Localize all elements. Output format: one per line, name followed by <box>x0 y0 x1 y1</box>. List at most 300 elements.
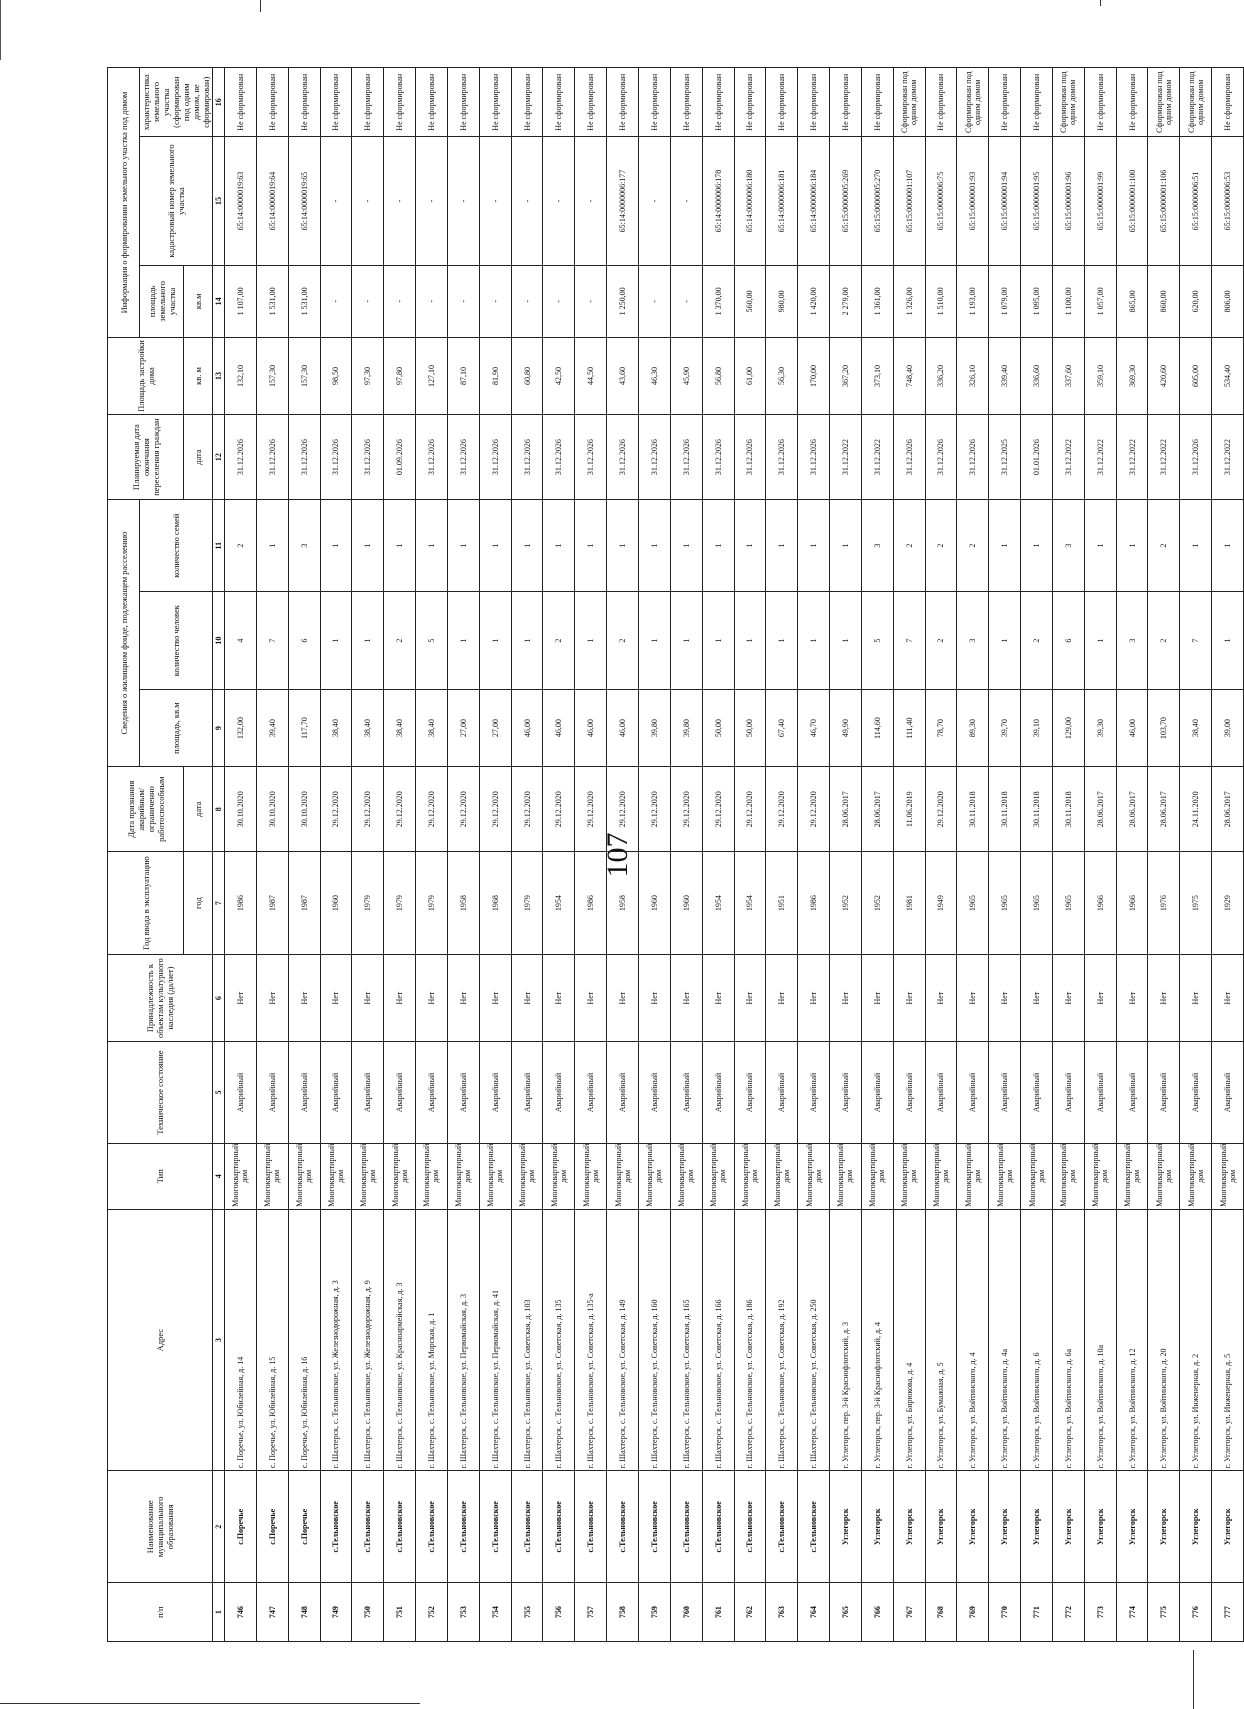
cell-land-area: - <box>575 265 607 338</box>
cell-cadastral: 65:15:0000001:99 <box>1084 137 1116 265</box>
cell-land-area: 1 250,00 <box>607 265 639 338</box>
cell-type: Многоквартирный дом <box>607 1143 639 1209</box>
table-row <box>1021 68 1053 1642</box>
cell-land-area: - <box>416 265 448 338</box>
cell-municipality: с.Тельновское <box>511 1471 543 1583</box>
cell-tech-state: Аварийный <box>957 1042 989 1143</box>
column-number: 16 <box>213 68 225 138</box>
cell-date: 28.06.2017 <box>830 767 862 852</box>
cell-families: 1 <box>352 500 384 592</box>
cell-row-number: 762 <box>734 1583 766 1642</box>
cell-year: 1954 <box>702 852 734 954</box>
header-year: год <box>184 852 213 954</box>
cell-date: 29.12.2020 <box>447 767 479 852</box>
cell-character: Не сформирован <box>638 68 670 138</box>
cell-character: Не сформирован <box>225 68 257 138</box>
cell-municipality: Углегорск <box>957 1471 989 1583</box>
cell-tech-state: Аварийный <box>1180 1042 1212 1143</box>
table-row <box>416 68 448 1642</box>
cell-culture: Нет <box>957 954 989 1042</box>
cell-municipality: Углегорск <box>1180 1471 1212 1583</box>
cell-land-area: - <box>543 265 575 338</box>
cell-address: г. Шахтерск, с. Тельновское, ул. Советская, д. 192 <box>766 1209 798 1470</box>
cell-people: 1 <box>575 592 607 690</box>
cell-address: с. Поречье, ул. Юбилейная, д. 15 <box>256 1209 288 1470</box>
cell-year: 1966 <box>1084 852 1116 954</box>
page-number: 107 <box>601 832 634 878</box>
cell-type: Многоквартирный дом <box>225 1143 257 1209</box>
column-number: 10 <box>213 592 225 690</box>
header-n: п/п <box>108 1583 213 1642</box>
cell-people: 5 <box>861 592 893 690</box>
column-number: 5 <box>213 1042 225 1143</box>
header-date-group: Дата признания аварийным/ограниченно работоспособным <box>108 767 184 852</box>
cell-plan-date: 31.12.2026 <box>511 414 543 499</box>
cell-address: с. Поречье, ул. Юбилейная, д. 16 <box>288 1209 320 1470</box>
cell-tech-state: Аварийный <box>1084 1042 1116 1143</box>
cell-land-area: 2 279,00 <box>830 265 862 338</box>
resettlement-table <box>107 67 1244 1642</box>
cell-character: Не сформирован <box>511 68 543 138</box>
cell-type: Многоквартирный дом <box>1116 1143 1148 1209</box>
cell-cadastral: - <box>352 137 384 265</box>
cell-tech-state: Аварийный <box>1148 1042 1180 1143</box>
cell-address: г. Шахтерск, с. Тельновское, ул. Железнодорожная, д. 9 <box>352 1209 384 1470</box>
cell-culture: Нет <box>1052 954 1084 1042</box>
cell-character: Сформирован под одним домом <box>1148 68 1180 138</box>
cell-year: 1949 <box>925 852 957 954</box>
cell-tech-state: Аварийный <box>256 1042 288 1143</box>
cell-cadastral: 65:15:0000006:75 <box>925 137 957 265</box>
cell-area: 129,00 <box>1052 690 1084 767</box>
cell-tech-state: Аварийный <box>670 1042 702 1143</box>
cell-families: 1 <box>543 500 575 592</box>
cell-land-area: 1 193,00 <box>957 265 989 338</box>
table-row <box>607 68 639 1642</box>
cell-municipality: с.Поречье <box>225 1471 257 1583</box>
cell-type: Многоквартирный дом <box>256 1143 288 1209</box>
cell-row-number: 761 <box>702 1583 734 1642</box>
cell-row-number: 765 <box>830 1583 862 1642</box>
cell-year: 1929 <box>1212 852 1244 954</box>
cell-date: 28.06.2017 <box>1148 767 1180 852</box>
cell-plan-date: 31.12.2025 <box>989 414 1021 499</box>
cell-address: г. Шахтерск, с. Тельновское, ул. Советская, д. 149 <box>607 1209 639 1470</box>
cell-character: Не сформирован <box>575 68 607 138</box>
cell-area: 39,10 <box>1021 690 1053 767</box>
cell-character: Не сформирован <box>670 68 702 138</box>
cell-plan-date: 01.01.2026 <box>1021 414 1053 499</box>
header-families: количество семей <box>140 500 213 592</box>
cell-area: 67,40 <box>766 690 798 767</box>
cell-culture: Нет <box>575 954 607 1042</box>
cell-families: 1 <box>256 500 288 592</box>
header-housing-group: Сведения о жилищном фонде, подлежащем расселению <box>108 500 140 767</box>
cell-area: 38,40 <box>384 690 416 767</box>
cell-people: 1 <box>320 592 352 690</box>
column-number: 15 <box>213 137 225 265</box>
cell-families: 1 <box>575 500 607 592</box>
cell-land-area: 1 057,00 <box>1084 265 1116 338</box>
cell-character: Не сформирован <box>925 68 957 138</box>
cell-build-area: 45,90 <box>670 338 702 415</box>
cell-row-number: 751 <box>384 1583 416 1642</box>
cell-tech-state: Аварийный <box>766 1042 798 1143</box>
cell-date: 30.11.2018 <box>989 767 1021 852</box>
cell-character: Не сформирован <box>702 68 734 138</box>
cell-plan-date: 31.12.2026 <box>479 414 511 499</box>
cell-row-number: 767 <box>893 1583 925 1642</box>
table-row <box>893 68 925 1642</box>
cell-cadastral: 65:14:0000019:64 <box>256 137 288 265</box>
cell-land-area: 620,00 <box>1180 265 1212 338</box>
cell-plan-date: 31.12.2026 <box>607 414 639 499</box>
cell-people: 2 <box>1148 592 1180 690</box>
cell-land-area: 1 326,00 <box>893 265 925 338</box>
cell-area: 46,70 <box>798 690 830 767</box>
header-type: Тип <box>108 1143 213 1209</box>
header-character: характеристика земельного участка (сформирован под одним домом, не сформирован) <box>140 68 213 138</box>
cell-families: 2 <box>925 500 957 592</box>
cell-row-number: 760 <box>670 1583 702 1642</box>
cell-people: 1 <box>479 592 511 690</box>
cell-municipality: Углегорск <box>1212 1471 1244 1583</box>
cell-build-area: 326,10 <box>957 338 989 415</box>
cell-plan-date: 31.12.2026 <box>256 414 288 499</box>
cell-families: 3 <box>288 500 320 592</box>
scan-bottom-line <box>0 1703 420 1704</box>
cell-year: 1960 <box>670 852 702 954</box>
cell-character: Не сформирован <box>447 68 479 138</box>
cell-address: г. Углегорск, ул. Бумажная, д. 5 <box>925 1209 957 1470</box>
cell-land-area: - <box>638 265 670 338</box>
cell-row-number: 753 <box>447 1583 479 1642</box>
cell-year: 1966 <box>1116 852 1148 954</box>
cell-address: г. Углегорск, ул. Войтинского, д. 20 <box>1148 1209 1180 1470</box>
cell-cadastral: 65:15:0000001:96 <box>1052 137 1084 265</box>
cell-character: Не сформирован <box>384 68 416 138</box>
cell-tech-state: Аварийный <box>447 1042 479 1143</box>
table-row <box>1116 68 1148 1642</box>
cell-area: 39,80 <box>670 690 702 767</box>
cell-address: г. Углегорск, ул. Войтинского, д. 6а <box>1052 1209 1084 1470</box>
table-row <box>256 68 288 1642</box>
cell-address: г. Шахтерск, с. Тельновское, ул. Советская, д. 160 <box>638 1209 670 1470</box>
cell-area: 50,00 <box>702 690 734 767</box>
header-build-area: кв. м <box>184 338 213 415</box>
cell-area: 39,70 <box>989 690 1021 767</box>
cell-municipality: с.Тельновское <box>384 1471 416 1583</box>
cell-cadastral: 65:15:0000006:53 <box>1212 137 1244 265</box>
cell-year: 1965 <box>1052 852 1084 954</box>
cell-people: 1 <box>734 592 766 690</box>
cell-year: 1952 <box>861 852 893 954</box>
table-row <box>1212 68 1244 1642</box>
column-number: 11 <box>213 500 225 592</box>
column-number: 12 <box>213 414 225 499</box>
cell-row-number: 769 <box>957 1583 989 1642</box>
cell-municipality: с.Тельновское <box>479 1471 511 1583</box>
cell-land-area: 1 095,00 <box>1021 265 1053 338</box>
cell-plan-date: 31.12.2026 <box>734 414 766 499</box>
scan-edge-line <box>1193 1650 1194 1709</box>
cell-date: 29.12.2020 <box>925 767 957 852</box>
cell-tech-state: Аварийный <box>925 1042 957 1143</box>
column-number: 14 <box>213 265 225 338</box>
cell-build-area: 43,60 <box>607 338 639 415</box>
cell-land-area: - <box>447 265 479 338</box>
table-row <box>575 68 607 1642</box>
cell-plan-date: 31.12.2026 <box>575 414 607 499</box>
cell-municipality: с.Поречье <box>256 1471 288 1583</box>
cell-land-area: 1 079,00 <box>989 265 1021 338</box>
cell-type: Многоквартирный дом <box>702 1143 734 1209</box>
header-plan-date: дата <box>184 414 213 499</box>
cell-area: 46,00 <box>575 690 607 767</box>
cell-date: 29.12.2020 <box>479 767 511 852</box>
cell-land-area: - <box>511 265 543 338</box>
column-number: 6 <box>213 954 225 1042</box>
cell-row-number: 748 <box>288 1583 320 1642</box>
cell-type: Многоквартирный дом <box>989 1143 1021 1209</box>
header-plan-group: Планируемая дата окончания переселения граждан <box>108 414 184 499</box>
cell-type: Многоквартирный дом <box>1021 1143 1053 1209</box>
cell-land-area: 806,00 <box>1212 265 1244 338</box>
header-culture: Принадлежность к объектам культурного наследия (да/нет) <box>108 954 213 1042</box>
cell-municipality: Углегорск <box>1116 1471 1148 1583</box>
cell-land-area: - <box>320 265 352 338</box>
cell-cadastral: 65:14:0000019:65 <box>288 137 320 265</box>
cell-row-number: 746 <box>225 1583 257 1642</box>
cell-type: Многоквартирный дом <box>830 1143 862 1209</box>
cell-plan-date: 31.12.2022 <box>1052 414 1084 499</box>
cell-address: г. Углегорск, пер. 3-й Краснофлотский, д. 4 <box>861 1209 893 1470</box>
cell-municipality: с.Тельновское <box>352 1471 384 1583</box>
cell-land-area: - <box>479 265 511 338</box>
cell-area: 111,40 <box>893 690 925 767</box>
cell-culture: Нет <box>225 954 257 1042</box>
cell-land-area: 1 100,00 <box>1052 265 1084 338</box>
cell-type: Многоквартирный дом <box>543 1143 575 1209</box>
cell-row-number: 758 <box>607 1583 639 1642</box>
cell-people: 1 <box>830 592 862 690</box>
cell-area: 39,80 <box>638 690 670 767</box>
cell-area: 46,00 <box>607 690 639 767</box>
cell-character: Сформирован под одним домом <box>893 68 925 138</box>
cell-address: г. Шахтерск, с. Тельновское, ул. Советская, д. 135 <box>543 1209 575 1470</box>
cell-culture: Нет <box>670 954 702 1042</box>
cell-cadastral: - <box>638 137 670 265</box>
cell-plan-date: 31.12.2026 <box>543 414 575 499</box>
table-row <box>925 68 957 1642</box>
cell-land-area: 865,00 <box>1116 265 1148 338</box>
cell-people: 1 <box>638 592 670 690</box>
cell-land-area: 980,00 <box>766 265 798 338</box>
cell-culture: Нет <box>1116 954 1148 1042</box>
cell-cadastral: 65:15:0000001:107 <box>893 137 925 265</box>
cell-municipality: с.Тельновское <box>734 1471 766 1583</box>
cell-people: 2 <box>543 592 575 690</box>
cell-people: 7 <box>1180 592 1212 690</box>
cell-address: г. Углегорск, ул. Бирюкова, д. 4 <box>893 1209 925 1470</box>
cell-families: 1 <box>447 500 479 592</box>
cell-culture: Нет <box>607 954 639 1042</box>
cell-people: 2 <box>925 592 957 690</box>
table-row <box>320 68 352 1642</box>
cell-land-area: 1 361,00 <box>861 265 893 338</box>
cell-municipality: Углегорск <box>1148 1471 1180 1583</box>
cell-culture: Нет <box>511 954 543 1042</box>
cell-year: 1965 <box>1021 852 1053 954</box>
cell-people: 7 <box>893 592 925 690</box>
cell-date: 30.11.2018 <box>1021 767 1053 852</box>
cell-families: 1 <box>702 500 734 592</box>
cell-row-number: 749 <box>320 1583 352 1642</box>
cell-municipality: с.Тельновское <box>320 1471 352 1583</box>
cell-address: г. Шахтерск, с. Тельновское, ул. Советская, д. 103 <box>511 1209 543 1470</box>
cell-plan-date: 31.12.2026 <box>225 414 257 499</box>
header-municipality: Наименование муниципального образования <box>108 1471 213 1583</box>
cell-tech-state: Аварийный <box>830 1042 862 1143</box>
cell-type: Многоквартирный дом <box>861 1143 893 1209</box>
cell-address: г. Шахтерск, с. Тельновское, ул. Красноармейская, д. 3 <box>384 1209 416 1470</box>
cell-tech-state: Аварийный <box>511 1042 543 1143</box>
table-row <box>734 68 766 1642</box>
cell-cadastral: - <box>511 137 543 265</box>
cell-tech-state: Аварийный <box>352 1042 384 1143</box>
cell-plan-date: 31.12.2022 <box>1148 414 1180 499</box>
cell-cadastral: 65:14:0000006:181 <box>766 137 798 265</box>
cell-address: г. Шахтерск, с. Тельновское, ул. Морская, д. 1 <box>416 1209 448 1470</box>
cell-date: 29.12.2020 <box>702 767 734 852</box>
cell-row-number: 754 <box>479 1583 511 1642</box>
cell-culture: Нет <box>479 954 511 1042</box>
cell-land-area: 1 531,00 <box>288 265 320 338</box>
cell-tech-state: Аварийный <box>893 1042 925 1143</box>
column-number: 13 <box>213 338 225 415</box>
column-number: 4 <box>213 1143 225 1209</box>
column-number: 2 <box>213 1471 225 1583</box>
cell-area: 46,00 <box>543 690 575 767</box>
table-row <box>638 68 670 1642</box>
cell-type: Многоквартирный дом <box>352 1143 384 1209</box>
cell-type: Многоквартирный дом <box>957 1143 989 1209</box>
cell-municipality: Углегорск <box>1084 1471 1116 1583</box>
cell-address: г. Углегорск, ул. Войтинского, д. 4 <box>957 1209 989 1470</box>
cell-type: Многоквартирный дом <box>670 1143 702 1209</box>
cell-year: 1954 <box>543 852 575 954</box>
cell-date: 28.06.2017 <box>1084 767 1116 852</box>
cell-cadastral: 65:15:0000001:100 <box>1116 137 1148 265</box>
table-row <box>766 68 798 1642</box>
cell-families: 1 <box>1116 500 1148 592</box>
cell-address: г. Шахтерск, с. Тельновское, ул. Советская, д. 165 <box>670 1209 702 1470</box>
cell-cadastral: 65:15:0000006:51 <box>1180 137 1212 265</box>
cell-culture: Нет <box>925 954 957 1042</box>
cell-date: 24.11.2020 <box>1180 767 1212 852</box>
cell-character: Не сформирован <box>1021 68 1053 138</box>
cell-people: 1 <box>447 592 479 690</box>
table-row <box>511 68 543 1642</box>
cell-build-area: 157,30 <box>256 338 288 415</box>
cell-plan-date: 31.12.2026 <box>352 414 384 499</box>
cell-address: г. Углегорск, пер. 3-й Краснофлотский, д. 3 <box>830 1209 862 1470</box>
cell-area: 39,00 <box>1212 690 1244 767</box>
cell-row-number: 759 <box>638 1583 670 1642</box>
cell-area: 114,60 <box>861 690 893 767</box>
cell-families: 2 <box>225 500 257 592</box>
cell-plan-date: 31.12.2026 <box>798 414 830 499</box>
cell-families: 1 <box>384 500 416 592</box>
cell-tech-state: Аварийный <box>1052 1042 1084 1143</box>
cell-cadastral: 65:15:0000001:94 <box>989 137 1021 265</box>
cell-culture: Нет <box>384 954 416 1042</box>
cell-plan-date: 31.12.2022 <box>830 414 862 499</box>
cell-character: Не сформирован <box>416 68 448 138</box>
cell-culture: Нет <box>352 954 384 1042</box>
cell-cadastral: - <box>670 137 702 265</box>
cell-year: 1960 <box>320 852 352 954</box>
cell-address: г. Шахтерск, с. Тельновское, ул. Первомайская, д. 41 <box>479 1209 511 1470</box>
cell-date: 29.12.2020 <box>607 767 639 852</box>
cell-row-number: 750 <box>352 1583 384 1642</box>
cell-date: 29.12.2020 <box>575 767 607 852</box>
cell-date: 29.12.2020 <box>384 767 416 852</box>
cell-character: Не сформирован <box>288 68 320 138</box>
cell-land-area: - <box>670 265 702 338</box>
cell-year: 1951 <box>766 852 798 954</box>
cell-tech-state: Аварийный <box>638 1042 670 1143</box>
column-number-row <box>213 68 225 1642</box>
cell-address: г. Углегорск, ул. Войтинского, д. 10а <box>1084 1209 1116 1470</box>
cell-people: 1 <box>1084 592 1116 690</box>
cell-year: 1987 <box>256 852 288 954</box>
cell-tech-state: Аварийный <box>384 1042 416 1143</box>
cell-tech-state: Аварийный <box>607 1042 639 1143</box>
cell-address: г. Углегорск, ул. Инженерная, д. 2 <box>1180 1209 1212 1470</box>
cell-character: Не сформирован <box>1116 68 1148 138</box>
table-row <box>288 68 320 1642</box>
cell-plan-date: 31.12.2026 <box>957 414 989 499</box>
cell-cadastral: - <box>320 137 352 265</box>
cell-address: г. Углегорск, ул. Войтинского, д. 6 <box>1021 1209 1053 1470</box>
cell-build-area: 420,60 <box>1148 338 1180 415</box>
cell-build-area: 42,50 <box>543 338 575 415</box>
cell-year: 1965 <box>957 852 989 954</box>
cell-municipality: с.Тельновское <box>416 1471 448 1583</box>
cell-culture: Нет <box>288 954 320 1042</box>
cell-year: 1979 <box>416 852 448 954</box>
table-row <box>447 68 479 1642</box>
cell-people: 3 <box>957 592 989 690</box>
cell-families: 1 <box>511 500 543 592</box>
cell-row-number: 777 <box>1212 1583 1244 1642</box>
cell-tech-state: Аварийный <box>734 1042 766 1143</box>
scan-top-mark <box>260 0 261 12</box>
cell-row-number: 766 <box>861 1583 893 1642</box>
cell-date: 29.12.2020 <box>766 767 798 852</box>
header-tech-state: Техническое состояние <box>108 1042 213 1143</box>
cell-culture: Нет <box>798 954 830 1042</box>
cell-type: Многоквартирный дом <box>288 1143 320 1209</box>
cell-date: 29.12.2020 <box>511 767 543 852</box>
cell-cadastral: - <box>479 137 511 265</box>
cell-plan-date: 31.12.2026 <box>925 414 957 499</box>
cell-build-area: 367,20 <box>830 338 862 415</box>
cell-cadastral: 65:14:0000006:180 <box>734 137 766 265</box>
cell-type: Многоквартирный дом <box>447 1143 479 1209</box>
cell-build-area: 336,20 <box>925 338 957 415</box>
